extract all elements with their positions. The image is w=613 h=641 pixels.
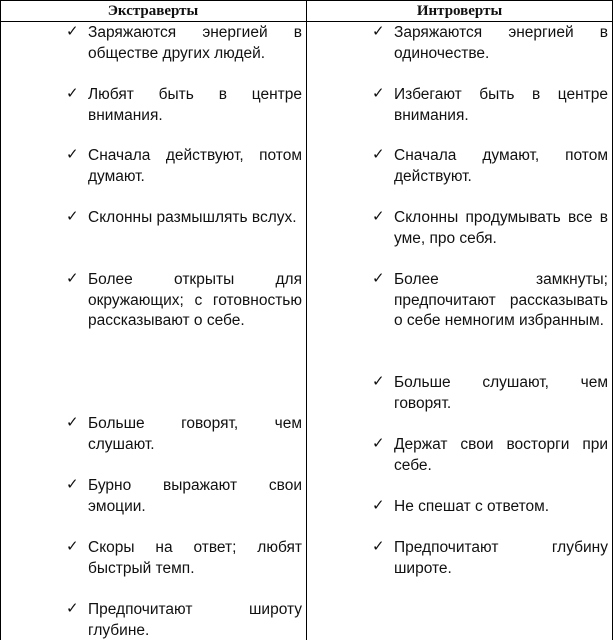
item-text: Сначала думают, потом действуют. [394,147,608,185]
item-text: Бурно выражают свои эмоции. [88,477,302,515]
check-icon: ✓ [66,145,79,163]
item-text: Сначала действуют, потом думают. [88,147,302,185]
item-text: Больше говорят, чем слушают. [88,415,302,453]
check-icon: ✓ [372,145,385,163]
check-icon: ✓ [372,372,385,390]
item-text: Больше слушают, чем говорят. [394,374,608,412]
check-icon: ✓ [372,22,385,40]
item-text: Склонны размышлять вслух. [88,209,297,226]
check-icon: ✓ [372,84,385,102]
column-divider [306,0,307,640]
header-separator [0,21,613,22]
check-icon: ✓ [372,269,385,287]
item-text: Любят быть в центре внимания. [88,86,302,124]
check-icon: ✓ [372,207,385,225]
check-icon: ✓ [66,413,79,431]
item-text: Более замкнуты; предпочитают рассказывать о себе немногим избранным. [394,271,608,330]
check-icon: ✓ [66,84,79,102]
check-icon: ✓ [372,434,385,452]
item-text: Не спешат с ответом. [394,498,550,515]
item-text: Заряжаются энергией в одиночестве. [394,24,608,62]
item-text: Склонны продумывать все в уме, про себя. [394,209,608,247]
check-icon: ✓ [66,207,79,225]
item-text: Держат свои восторги при себе. [394,436,608,474]
column-header-extraverts: Экстраверты [107,3,199,19]
check-icon: ✓ [66,599,79,617]
item-text: Скоры на ответ; любят быстрый темп. [88,539,302,577]
item-text: Избегают быть в центре внимания. [394,86,608,124]
check-icon: ✓ [66,537,79,555]
check-icon: ✓ [66,22,79,40]
check-icon: ✓ [372,496,385,514]
check-icon: ✓ [66,269,79,287]
table-border-left [0,0,1,640]
check-icon: ✓ [66,475,79,493]
item-text: Предпочитают глубину широте. [394,539,608,577]
item-text: Заряжаются энергией в обществе других людей. [88,24,302,62]
column-header-introverts: Интроверты [416,3,503,19]
check-icon: ✓ [372,537,385,555]
item-text: Предпочитают широту глубине. [88,601,302,639]
item-text: Более открыты для окружающих; с готовностью рассказывают о себе. [88,271,302,330]
